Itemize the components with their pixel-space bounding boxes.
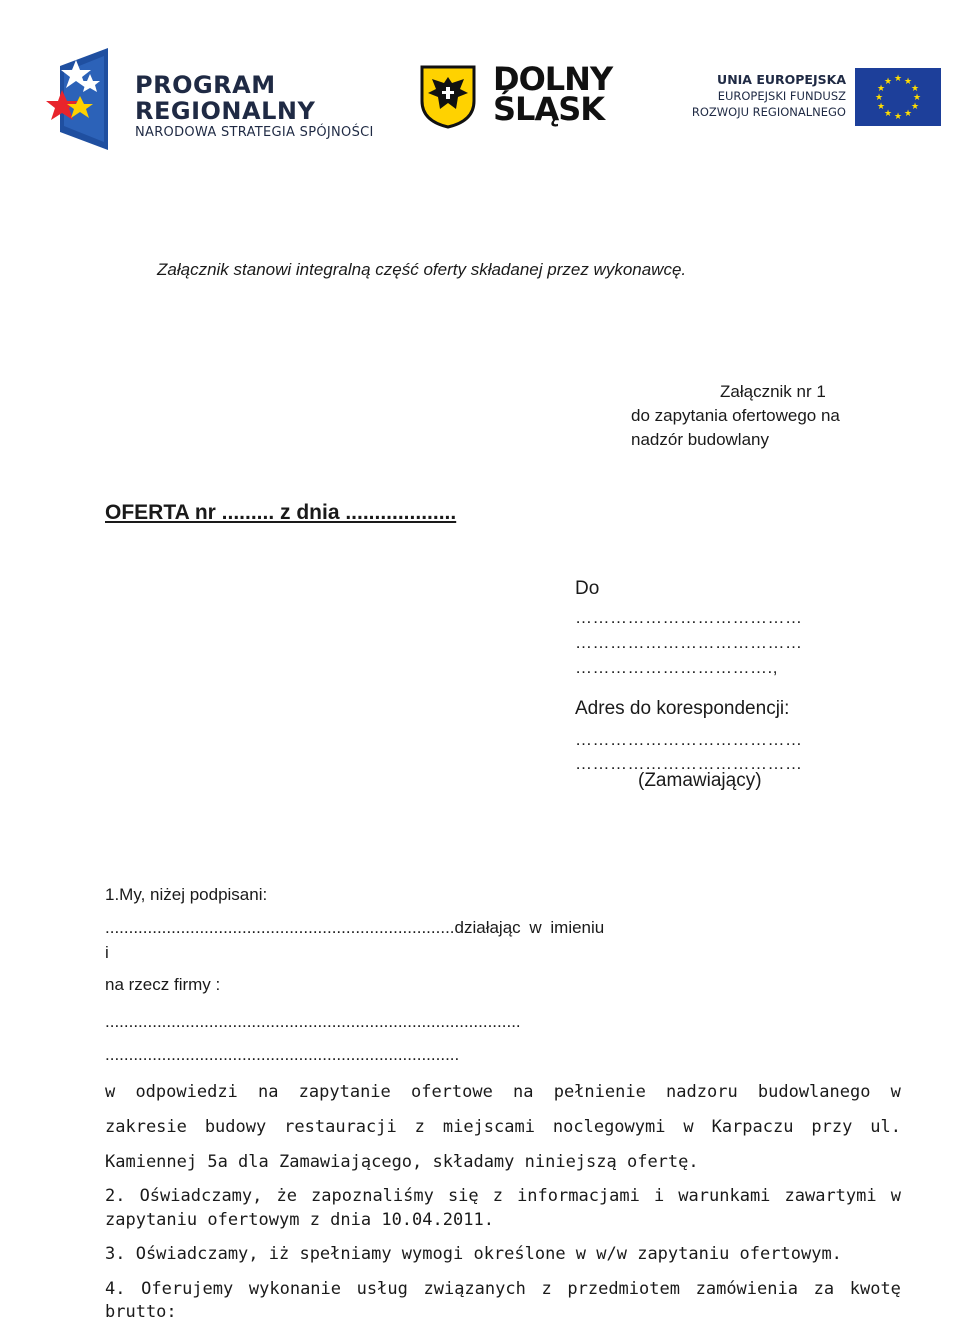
svg-text:★: ★ xyxy=(912,93,922,103)
program-line3: NARODOWA STRATEGIA SPÓJNOŚCI xyxy=(135,125,374,140)
word: na xyxy=(257,1082,279,1102)
word: za xyxy=(813,1279,835,1299)
word: warunkami xyxy=(678,1186,771,1206)
svg-text:★: ★ xyxy=(903,109,913,119)
slask-line: ŚLĄSK xyxy=(493,90,605,128)
acting-line xyxy=(105,918,604,938)
svg-text:★: ★ xyxy=(893,74,903,84)
scope-line-3: Kamiennej 5a dla Zamawiającego, składamy niniejszą ofertę. xyxy=(105,1152,699,1172)
word: nadzoru xyxy=(666,1082,738,1102)
dolny-slask-text xyxy=(493,60,613,128)
word: budowy xyxy=(204,1117,267,1137)
recipient-dots-1: ………………………………… xyxy=(575,608,803,627)
word: zamówienia xyxy=(695,1279,798,1299)
scope-line xyxy=(105,1117,901,1137)
word: Karpaczu xyxy=(711,1117,794,1137)
annex-line1: Załącznik nr 1 xyxy=(720,382,826,401)
word: ofertowe xyxy=(410,1082,493,1102)
word: wykonanie xyxy=(248,1279,342,1299)
response-line xyxy=(105,1082,901,1102)
svg-text:★: ★ xyxy=(883,77,893,87)
attachment-note: Załącznik stanowi integralną część oferty składanej przez wykonawcę. xyxy=(157,260,687,279)
dolny-line: DOLNY xyxy=(493,60,613,98)
stars-flag-icon xyxy=(46,46,128,152)
point-1: 1.My, niżej podpisani: xyxy=(105,885,268,904)
word: z xyxy=(492,1186,503,1206)
word: związanych xyxy=(423,1279,526,1299)
word: w xyxy=(683,1117,694,1137)
word: z xyxy=(414,1117,425,1137)
to-label: Do xyxy=(575,578,600,599)
eu-flag xyxy=(855,68,941,131)
eagle-shield-icon xyxy=(420,65,476,129)
dolny-slask-shield xyxy=(420,65,476,134)
svg-text:★: ★ xyxy=(876,84,886,94)
svg-text:★: ★ xyxy=(910,84,920,94)
word: i xyxy=(653,1186,665,1206)
point-4-line xyxy=(105,1279,901,1299)
word: Oferujemy xyxy=(141,1279,234,1299)
word: 2. xyxy=(105,1186,126,1206)
word: noclegowymi xyxy=(552,1117,666,1137)
eu-fund-text xyxy=(686,72,846,120)
eu-line3: ROZWOJU REGIONALNEGO xyxy=(691,105,846,119)
eu-line2: EUROPEJSKI FUNDUSZ xyxy=(717,89,846,103)
program-regionalny-text xyxy=(135,72,374,142)
word: odpowiedzi xyxy=(135,1082,238,1102)
recipient-dots-3: ……………………………., xyxy=(575,658,778,677)
point-2-line xyxy=(105,1186,901,1206)
address-dots-1: ………………………………… xyxy=(575,730,803,749)
word: zapytanie xyxy=(298,1082,391,1102)
annex-line2: do zapytania ofertowego na xyxy=(631,406,840,425)
word: zapoznaliśmy xyxy=(311,1186,434,1206)
word: zawartymi xyxy=(784,1186,877,1206)
word: z xyxy=(541,1279,552,1299)
svg-text:★: ★ xyxy=(874,93,884,103)
company-dots-2: ........................................................................... xyxy=(105,1045,460,1064)
word: się xyxy=(447,1186,479,1206)
program-regionalny-logo xyxy=(46,46,128,157)
svg-text:★: ★ xyxy=(883,109,893,119)
word: w xyxy=(890,1186,901,1206)
point-3: 3. Oświadczamy, iż spełniamy wymogi określone w w/w zapytaniu ofertowym. xyxy=(105,1244,842,1264)
address-label: Adres do korespondencji: xyxy=(575,698,790,719)
program-line1: PROGRAM xyxy=(135,71,276,99)
word: pełnienie xyxy=(553,1082,646,1102)
word: w xyxy=(105,1082,116,1102)
word: 4. xyxy=(105,1279,126,1299)
point-4-line-2: brutto: xyxy=(105,1302,177,1322)
word: usług xyxy=(356,1279,408,1299)
word: przedmiotem xyxy=(567,1279,680,1299)
point-2-line-2: zapytaniu ofertowym z dnia 10.04.2011. xyxy=(105,1210,494,1230)
svg-text:★: ★ xyxy=(903,77,913,87)
word: Oświadczamy, xyxy=(139,1186,263,1206)
word: że xyxy=(276,1186,297,1206)
acting-dots: .......................................................................... xyxy=(105,918,455,937)
word: zakresie xyxy=(105,1117,187,1137)
contracting-party: (Zamawiający) xyxy=(638,770,762,791)
svg-text:★: ★ xyxy=(910,102,920,112)
offer-title: OFERTA nr ......... z dnia ................... xyxy=(105,501,457,524)
word: w xyxy=(890,1082,901,1102)
word: informacjami xyxy=(517,1186,640,1206)
acting-i: i xyxy=(105,943,109,962)
acting-text: działając w imieniu xyxy=(454,918,605,937)
word: kwotę xyxy=(849,1279,901,1299)
word: restauracji xyxy=(284,1117,397,1137)
address-dots-2: ………………………………… xyxy=(575,754,803,773)
on-behalf-label: na rzecz firmy : xyxy=(105,975,221,994)
annex-line3: nadzór budowlany xyxy=(631,430,769,449)
company-dots-1: ........................................................................................ xyxy=(105,1012,521,1031)
eu-line1: UNIA EUROPEJSKA xyxy=(717,72,846,87)
word: ul. xyxy=(870,1117,901,1137)
svg-text:★: ★ xyxy=(893,112,903,122)
word: na xyxy=(513,1082,534,1102)
program-line2: REGIONALNY xyxy=(135,97,316,125)
word: przy xyxy=(811,1117,853,1137)
word: budowlanego xyxy=(757,1082,871,1102)
word: miejscami xyxy=(442,1117,535,1137)
svg-text:★: ★ xyxy=(876,102,886,112)
eu-flag-icon xyxy=(855,68,941,126)
recipient-dots-2: ………………………………… xyxy=(575,633,803,652)
